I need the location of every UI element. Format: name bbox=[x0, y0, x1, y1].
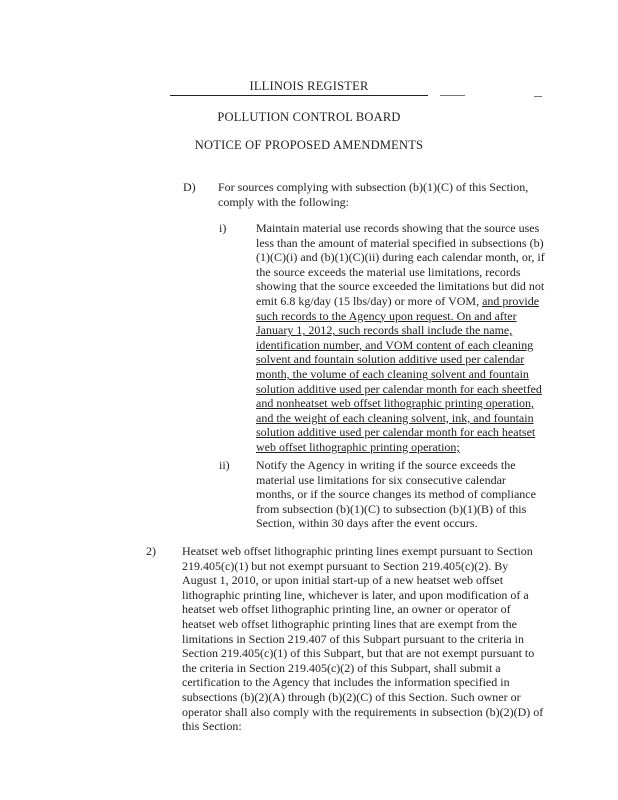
board-name: POLLUTION CONTROL BOARD bbox=[217, 110, 401, 124]
item-2-text: Heatset web offset lithographic printing lines exempt pursuant to Section 219.405(c)(1) but not exempt pursuant to Section 219.405(c)(2). By August 1, 2010, or upon initial start-up of a new heatset web offset lithographic printing line, whichever is later, and upon modification of a heatset web offset lithographic printing line, an owner or operator of heatset web offset lithographic printing lines that are exempt from the limitations in Section 219.407 of this Subpart pursuant to the criteria in Section 219.405(c)(1) of this Subpart, but that are not exempt pursuant to the criteria in Section 219.405(c)(2) of this Subpart, shall submit a certification to the Agency that includes the information specified in subsections (b)(2)(A) through (b)(2)(C) of this Section. Such owner or operator shall also comply with the requirements in subsection (b)(2)(D) of this Section: bbox=[182, 544, 544, 734]
scan-mark bbox=[440, 95, 465, 96]
header-rule bbox=[170, 95, 428, 96]
item-i-text bbox=[256, 221, 546, 455]
item-label-i: i) bbox=[219, 221, 227, 235]
item-i-plain: Maintain material use records showing that the source uses less than the amount of material specified in subsections (b)(1)(C)(i) and (b)(1)(C)(ii) during each calendar month, or, if the source exceeds the material use limitations, records showing that the source exceeded the limitations but did not emit 6.8 kg/day (15 lbs/day) or more of VOM, bbox=[256, 221, 545, 308]
item-ii-text: Notify the Agency in writing if the source exceeds the material use limitations for six consecutive calendar months, or if the source changes its method of compliance from subsection (b)(1)(C) to subsection (b)(1)(B) of this Section, within 30 days after the event occurs. bbox=[256, 458, 536, 531]
item-D-text: For sources complying with subsection (b)(1)(C) of this Section, comply with the following: bbox=[218, 180, 529, 209]
notice-title: NOTICE OF PROPOSED AMENDMENTS bbox=[194, 138, 424, 152]
item-label-D: D) bbox=[183, 180, 196, 194]
item-i-amendment: and provide such records to the Agency upon request. On and after January 1, 2012, such records shall include the name, identification number, and VOM content of each cleaning solvent and fountain solution additive used per calendar month, the volume of each cleaning solvent and fountain solution additive used per calendar month for each sheetfed and nonheatset web offset lithographic printing operation, and the weight of each cleaning solvent, ink, and fountain solution additive used per calendar month for each heatset web offset lithographic printing operation; bbox=[256, 293, 542, 454]
register-title: ILLINOIS REGISTER bbox=[249, 79, 369, 93]
item-label-ii: ii) bbox=[219, 458, 230, 472]
scan-mark bbox=[534, 96, 542, 97]
item-label-2: 2) bbox=[146, 544, 156, 558]
